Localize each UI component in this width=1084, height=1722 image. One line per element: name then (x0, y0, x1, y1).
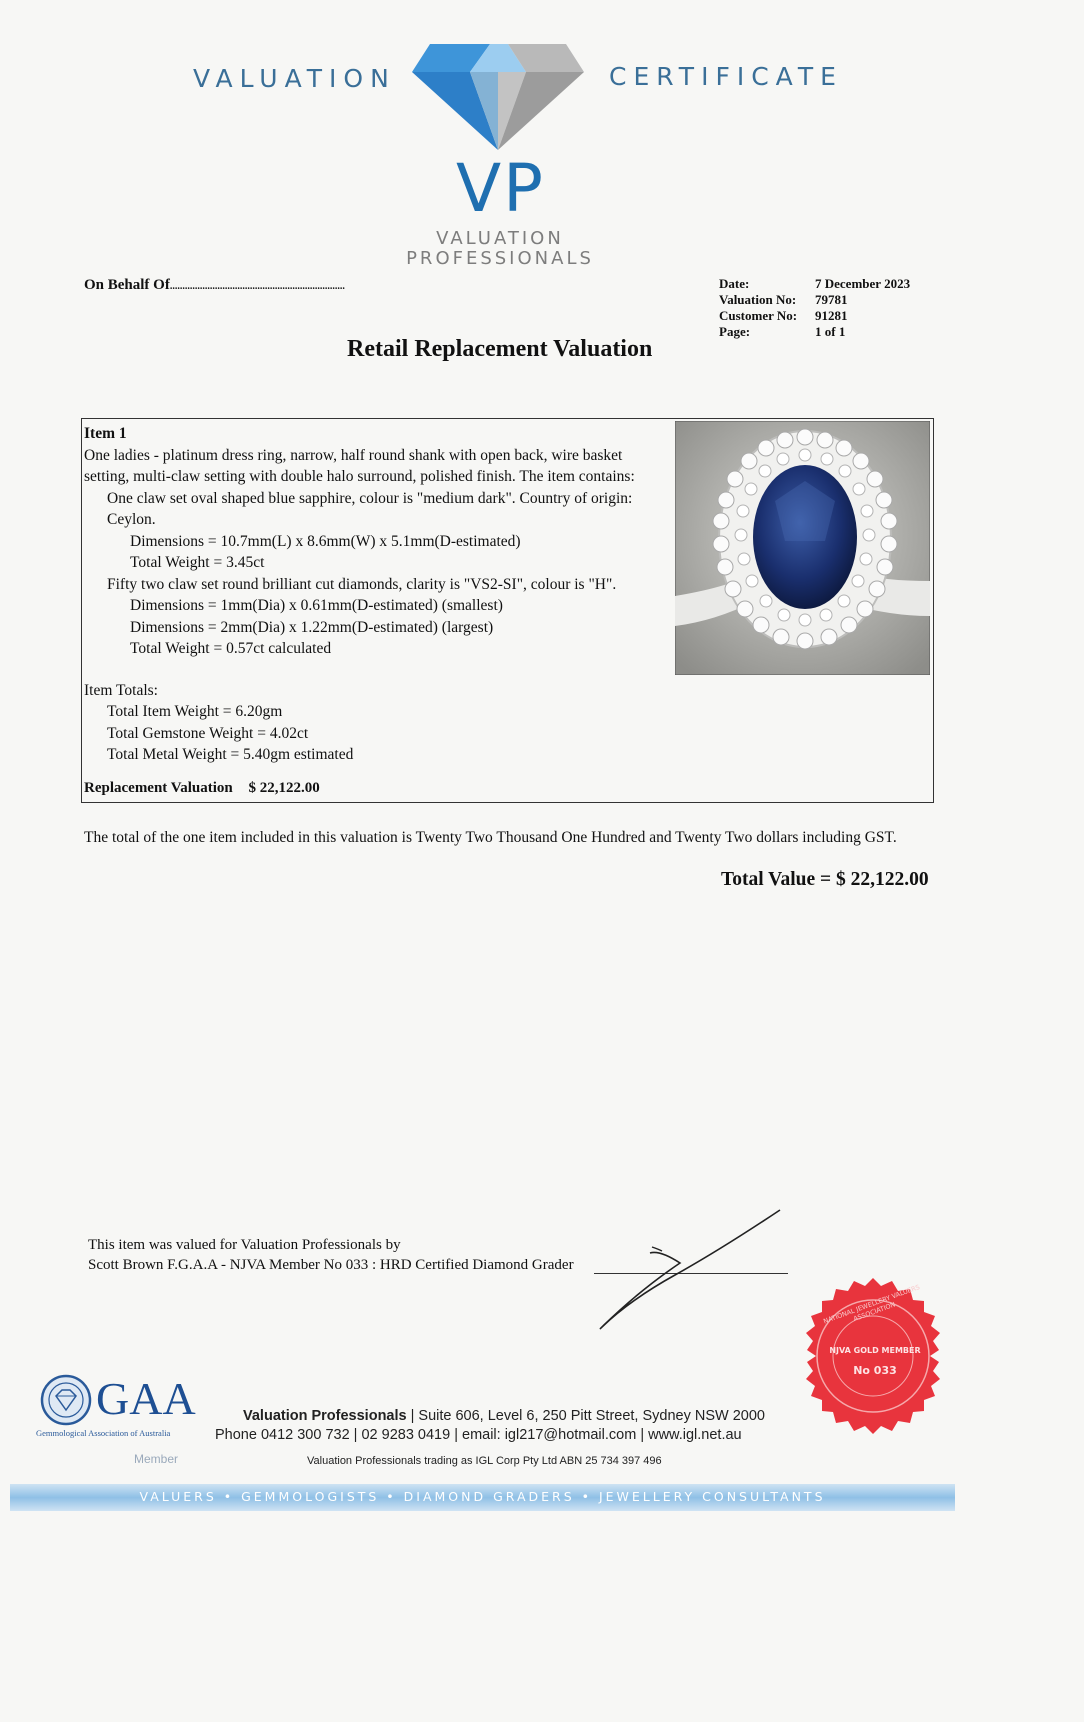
footer-trading: Valuation Professionals trading as IGL Corp Pty Ltd ABN 25 734 397 496 (307, 1455, 662, 1467)
meta-row-date: Date: 7 December 2023 (719, 276, 911, 291)
seal-line1: NJVA GOLD MEMBER (829, 1346, 921, 1355)
ring-photo (675, 421, 930, 675)
signature (590, 1205, 790, 1335)
item-desc-line2: setting, multi-claw setting with double halo surround, polished finish. The item contains: (84, 468, 635, 485)
total-sentence: The total of the one item included in this valuation is Twenty Two Thousand One Hundred and Twenty Two dollars including GST. (84, 829, 897, 846)
header-right-word: CERTIFICATE (609, 62, 843, 91)
footer-banner-text: VALUERS • GEMMOLOGISTS • DIAMOND GRADERS • JEWELLERY CONSULTANTS (139, 1489, 826, 1504)
gaa-name: Gemmological Association of Australia (36, 1428, 171, 1438)
diamond-logo-icon (410, 38, 586, 152)
meta-row-page: Page: 1 of 1 (719, 324, 846, 339)
stone2-dimensions-largest: Dimensions = 2mm(Dia) x 1.22mm(D-estimated) (largest) (130, 618, 494, 636)
seal-ring-text: NATIONAL JEWELLERY VALUERS ASSOCIATION (822, 1283, 921, 1326)
total-value: Total Value = $ 22,122.00 (721, 869, 929, 890)
on-behalf-of (84, 275, 345, 298)
footer-address (243, 1408, 765, 1424)
meta-row-valuation-no: Valuation No: 79781 (719, 292, 848, 307)
stone2-dimensions-smallest: Dimensions = 1mm(Dia) x 0.61mm(D-estimated) (smallest) (130, 597, 503, 614)
logo-subtitle-line2: PROFESSIONALS (406, 248, 594, 269)
replacement-valuation (84, 778, 320, 800)
stone1-line2: Ceylon. (107, 511, 156, 528)
total-gemstone-weight: Total Gemstone Weight = 4.02ct (107, 724, 309, 742)
footer-company: Valuation Professionals (243, 1408, 407, 1424)
valuer-line2: Scott Brown F.G.A.A - NJVA Member No 033 : HRD Certified Diamond Grader (88, 1256, 574, 1273)
stone2-weight: Total Weight = 0.57ct calculated (130, 640, 332, 657)
total-item-weight: Total Item Weight = 6.20gm (107, 703, 283, 720)
item-heading: Item 1 (84, 425, 127, 442)
valuer-block (88, 1236, 574, 1275)
vp-logo-letters: VP (456, 150, 545, 227)
replacement-label: Replacement Valuation (84, 780, 233, 796)
footer-address-text: | Suite 606, Level 6, 250 Pitt Street, Sydney NSW 2000 (406, 1408, 765, 1424)
replacement-value: $ 22,122.00 (248, 780, 320, 796)
stone1-weight: Total Weight = 3.45ct (130, 554, 265, 571)
gaa-emblem-icon (40, 1374, 92, 1426)
stone1-line1: One claw set oval shaped blue sapphire, colour is "medium dark". Country of origin: (107, 489, 633, 507)
gaa-member: Member (134, 1452, 179, 1466)
stone1-dimensions: Dimensions = 10.7mm(L) x 8.6mm(W) x 5.1mm(D-estimated) (130, 532, 521, 550)
totals-heading: Item Totals: (84, 681, 158, 699)
total-metal-weight: Total Metal Weight = 5.40gm estimated (107, 746, 354, 763)
page-title: Retail Replacement Valuation (347, 336, 653, 362)
meta-block (719, 276, 910, 340)
item-desc-line1: One ladies - platinum dress ring, narrow, half round shank with open back, wire basket (84, 446, 623, 464)
seal-line2: No 033 (853, 1364, 897, 1377)
footer-contact: Phone 0412 300 732 | 02 9283 0419 | email: igl217@hotmail.com | www.igl.net.au (215, 1427, 742, 1443)
gaa-letters: GAA (96, 1373, 196, 1424)
logo-subtitle-line1: VALUATION (436, 228, 564, 249)
header-left-word: VALUATION (193, 64, 396, 93)
item-text (84, 423, 635, 766)
valuer-line1: This item was valued for Valuation Professionals by (88, 1237, 401, 1253)
meta-row-customer-no: Customer No: 91281 (719, 308, 848, 323)
stone2-line: Fifty two claw set round brilliant cut diamonds, clarity is "VS2-SI", colour is "H". (107, 575, 617, 593)
on-behalf-dots: ...................................................................... (169, 281, 345, 292)
on-behalf-label: On Behalf Of (84, 277, 170, 293)
